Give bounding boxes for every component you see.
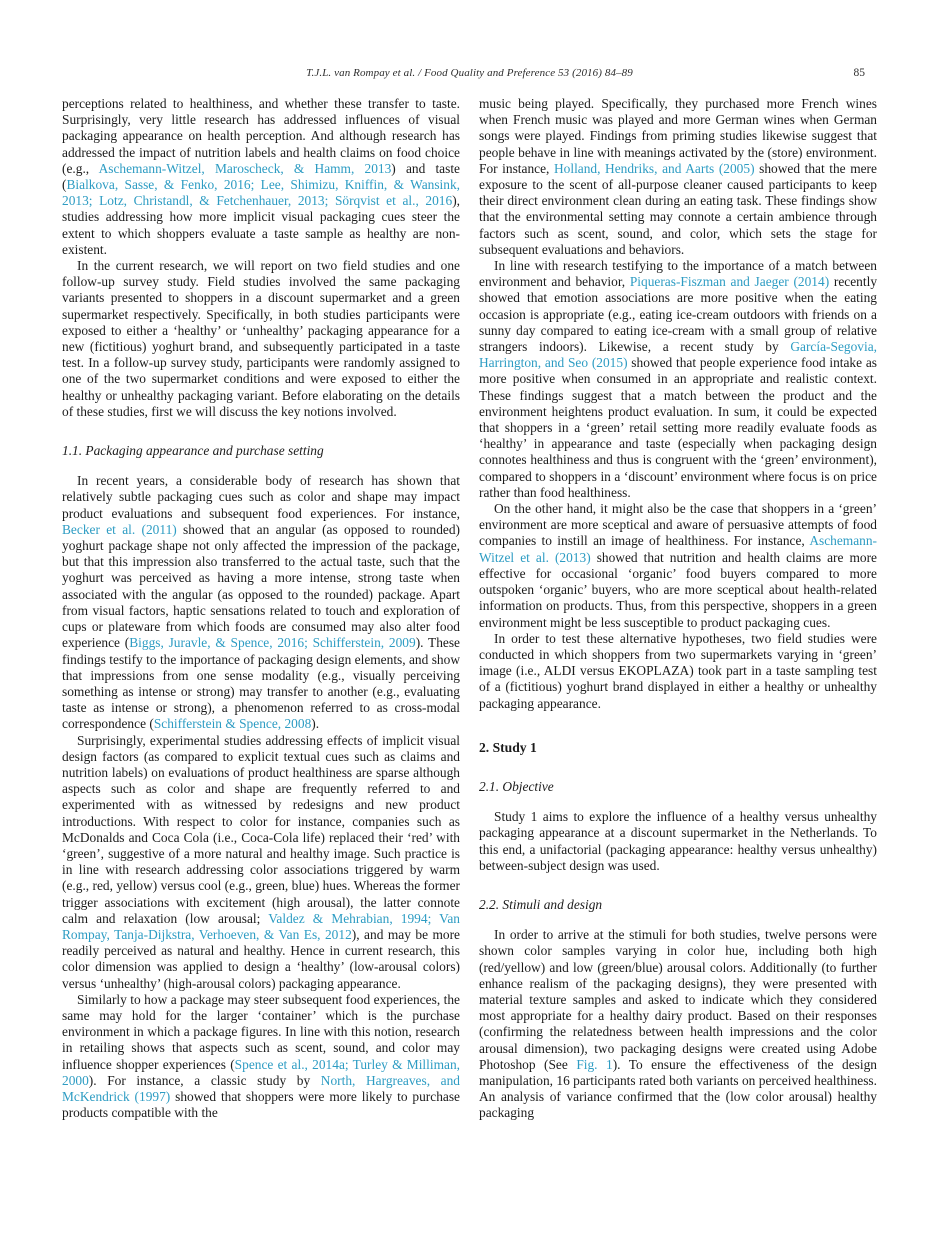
running-head: T.J.L. van Rompay et al. / Food Quality and Preference 53 (2016) 84–89 xyxy=(306,67,633,79)
section-heading: 1.1. Packaging appearance and purchase setting xyxy=(62,443,324,459)
paragraph: Study 1 aims to explore the influence of a healthy versus unhealthy packaging appearance at a discount supermarket in the Netherlands. To this end, a unifactorial (packaging appearance: healthy versus unhealthy) between-subject design was used. xyxy=(479,809,877,873)
citation-link[interactable]: Holland, Hendriks, and Aarts (2005) xyxy=(553,160,755,176)
paragraph: In order to arrive at the stimuli for both studies, twelve persons were shown color samples varying in color hue, including both high (red/yellow) and low (green/blue) arousal colors. Additionally (to further enhance realism of the packaging designs), they were presented with material texture samples and asked to indicate which they considered most appropriate for a healthy dairy product. Based on their responses (confirming the relatedness between health impressions and the color arousal dimension), two packaging designs were created using Adobe Photoshop (See Fig. 1). To ensure the effectiveness of the design manipulation, 16 participants rated both variants on perceived healthiness. An analysis of variance confirmed that the (low color arousal) healthy packaging xyxy=(479,927,877,1121)
citation-link[interactable]: Valdez & Mehrabian, 1994; Van Rompay, Tanja-Dijkstra, Verhoeven, & Van Es, 2012 xyxy=(62,910,461,942)
page-header xyxy=(62,67,877,83)
right-column xyxy=(479,96,877,1122)
paragraph: In order to test these alternative hypotheses, two field studies were conducted in which shoppers from two supermarkets varying in ‘green’ image (i.e., ALDI versus EKOPLAZA) took part in a taste sampling test of a (fictitious) yoghurt brand displayed in either a healthy or unhealthy packaging appearance. xyxy=(479,630,877,711)
citation-link[interactable]: North, Hargreaves, and McKendrick (1997) xyxy=(62,1072,461,1104)
paragraph: Surprisingly, experimental studies addressing effects of implicit visual design factors (as compared to explicit textual cues such as claims and nutrition labels) on evaluations of product healthiness are sparse although aspects such as color and shape are frequently referred to and experimented with as witnessed by redesigns and new product introductions. With respect to color for instance, companies such as McDonalds and Coca Cola (i.e., Coca-Cola life) replaced their ‘red’ with ‘green’, suggestive of a more natural and healthy image. Such practice is in line with research addressing color associations triggered by warm (e.g., red, yellow) versus cool (e.g., green, blue) hues. Whereas the former trigger associations with excitement (high arousal), the latter connote calm and relaxation (low arousal; Valdez & Mehrabian, 1994; Van Rompay, Tanja-Dijkstra, Verhoeven, & Van Es, 2012), and may be more readily perceived as natural and healthy. Hence in current research, this color dimension was applied to design a ‘healthy’ (low-arousal colors) versus ‘unhealthy’ (high-arousal colors) packaging appearance. xyxy=(62,732,461,991)
left-column xyxy=(62,96,460,1122)
citation-link[interactable]: Piqueras-Fiszman and Jaeger (2014) xyxy=(629,274,830,290)
citation-link[interactable]: Schifferstein & Spence, 2008 xyxy=(153,716,312,732)
citation-link[interactable]: García-Segovia, Harrington, and Seo (2015) xyxy=(479,339,877,371)
paragraph: In the current research, we will report on two field studies and one follow-up survey study. Field studies involved the same packaging variants presented to shoppers in a discount supermarket and a green supermarket respectively. Specifically, in both studies participants were exposed to either a ‘healthy’ or ‘unhealthy’ packaging appearance for a new (fictitious) yoghurt brand, and subsequently participated in a taste test. In a follow-up survey study, participants were randomly assigned to one of the two supermarket conditions and were exposed to either the healthy or unhealthy packaging variant. Before elaborating on the details of these studies, first we will discuss the key notions involved. xyxy=(62,258,460,419)
citation-link[interactable]: Aschemann-Witzel, Maroscheck, & Hamm, 2013 xyxy=(98,160,392,176)
paragraph: On the other hand, it might also be the case that shoppers in a ‘green’ environment are more sceptical and aware of persuasive attempts of food companies to instill an image of healthiness. For instance, Aschemann-Witzel et al. (2013) showed that nutrition and health claims are more effective for occasional ‘organic’ food buyers compared to more outspoken ‘organic’ buyers, who are more sceptical about health-related information on products. Thus, from this perspective, shoppers in a green environment might be less susceptible to product packaging cues. xyxy=(479,501,877,630)
citation-link[interactable]: Aschemann-Witzel et al. (2013) xyxy=(479,533,877,565)
citation-link[interactable]: Bialkova, Sasse, & Fenko, 2016; Lee, Shimizu, Kniffin, & Wansink, 2013; Lotz, Christandl, & Fetchenhauer, 2013; Sörqvist et al., 2016 xyxy=(62,177,460,209)
page-number: 85 xyxy=(853,67,865,79)
paragraph: Similarly to how a package may steer subsequent food experiences, the same may hold for the larger ‘container’ which is the purchase environment in which a package figures. In line with this notion, research in retailing shows that aspects such as scent, sound, and color may influence shopper experiences (Spence et al., 2014a; Turley & Milliman, 2000). For instance, a classic study by North, Hargreaves, and McKendrick (1997) showed that shoppers were more likely to purchase products compatible with the xyxy=(62,991,461,1121)
paragraph: music being played. Specifically, they purchased more French wines when French music was played and more German wines when German songs were played. Findings from priming studies likewise suggest that people behave in line with meanings activated by the (store) environment. For instance, Holland, Hendriks, and Aarts (2005) showed that the mere exposure to the scent of all-purpose cleaner caused participants to keep their direct environment clean during an eating task. These findings show that the environmental setting may connote a certain ambience through factors such as scent, sound, and color, which sets the stage for subsequent evaluations and behaviors. xyxy=(479,96,877,257)
section-heading: 2. Study 1 xyxy=(479,739,537,755)
section-heading: 2.2. Stimuli and design xyxy=(479,896,603,912)
section-heading: 2.1. Objective xyxy=(479,778,554,794)
paragraph: perceptions related to healthiness, and whether these transfer to taste. Surprisingly, very little research has addressed influences of visual packaging appearance on health perception. And although research has addressed the impact of nutrition labels and health claims on food choice (e.g., Aschemann-Witzel, Maroscheck, & Hamm, 2013) and taste (Bialkova, Sasse, & Fenko, 2016; Lee, Shimizu, Kniffin, & Wansink, 2013; Lotz, Christandl, & Fetchenhauer, 2013; Sörqvist et al., 2016), studies addressing how more implicit visual packaging cues steer the extent to which shoppers evaluate a taste sample as healthy are non-existent. xyxy=(62,96,461,257)
two-column-body xyxy=(62,96,877,1122)
citation-link[interactable]: Spence et al., 2014a; Turley & Milliman, 2000 xyxy=(62,1056,460,1088)
paragraph: In line with research testifying to the importance of a match between environment and behavior, Piqueras-Fiszman and Jaeger (2014) recently showed that emotion associations are more positive when the eating occasion is appropriate (e.g., eating ice-cream outdoors with friends on a sunny day compared to eating ice-cream with a small group of relative strangers indoors). Likewise, a recent study by García-Segovia, Harrington, and Seo (2015) showed that people experience food intake as more positive when consumed in an appropriate and realistic context. These findings suggest that a match between the product and the environment heightens product evaluation. In sum, it could be expected that shoppers in a ‘green’ retail setting more readily evaluate foods as ‘healthy’ in appearance and taste (especially when packaging design connotes healthiness and thus is congruent with the ‘green’ environment), compared to shoppers in a ‘discount’ environment where focus is on price rather than food healthiness. xyxy=(479,258,878,500)
citation-link[interactable]: Becker et al. (2011) xyxy=(62,521,177,537)
paragraph: In recent years, a considerable body of research has shown that relatively subtle packaging cues such as color and shape may impact product evaluations and subsequent food experiences. For instance, Becker et al. (2011) showed that an angular (as opposed to rounded) yoghurt package shape not only affected the impression of the package, but that this impression also transferred to the actual taste, such that the yoghurt was perceived as having a more intense, strong taste when associated with the angular (as opposed to the rounded) package. Apart from visual factors, haptic sensations related to touch and exploration of cups or plateware from which foods are consumed may also alter food experience (Biggs, Juravle, & Spence, 2016; Schifferstein, 2009). These findings testify to the importance of packaging design elements, and show that impressions from one sense modality (e.g., visually perceiving something as intense or strong) may transfer to another (e.g., evaluating taste as intense or strong), a phenomenon referred to as cross-modal correspondence (Schifferstein & Spence, 2008). xyxy=(62,473,461,732)
citation-link[interactable]: Biggs, Juravle, & Spence, 2016; Schifferstein, 2009 xyxy=(129,635,416,651)
citation-link[interactable]: Fig. 1 xyxy=(576,1056,613,1072)
